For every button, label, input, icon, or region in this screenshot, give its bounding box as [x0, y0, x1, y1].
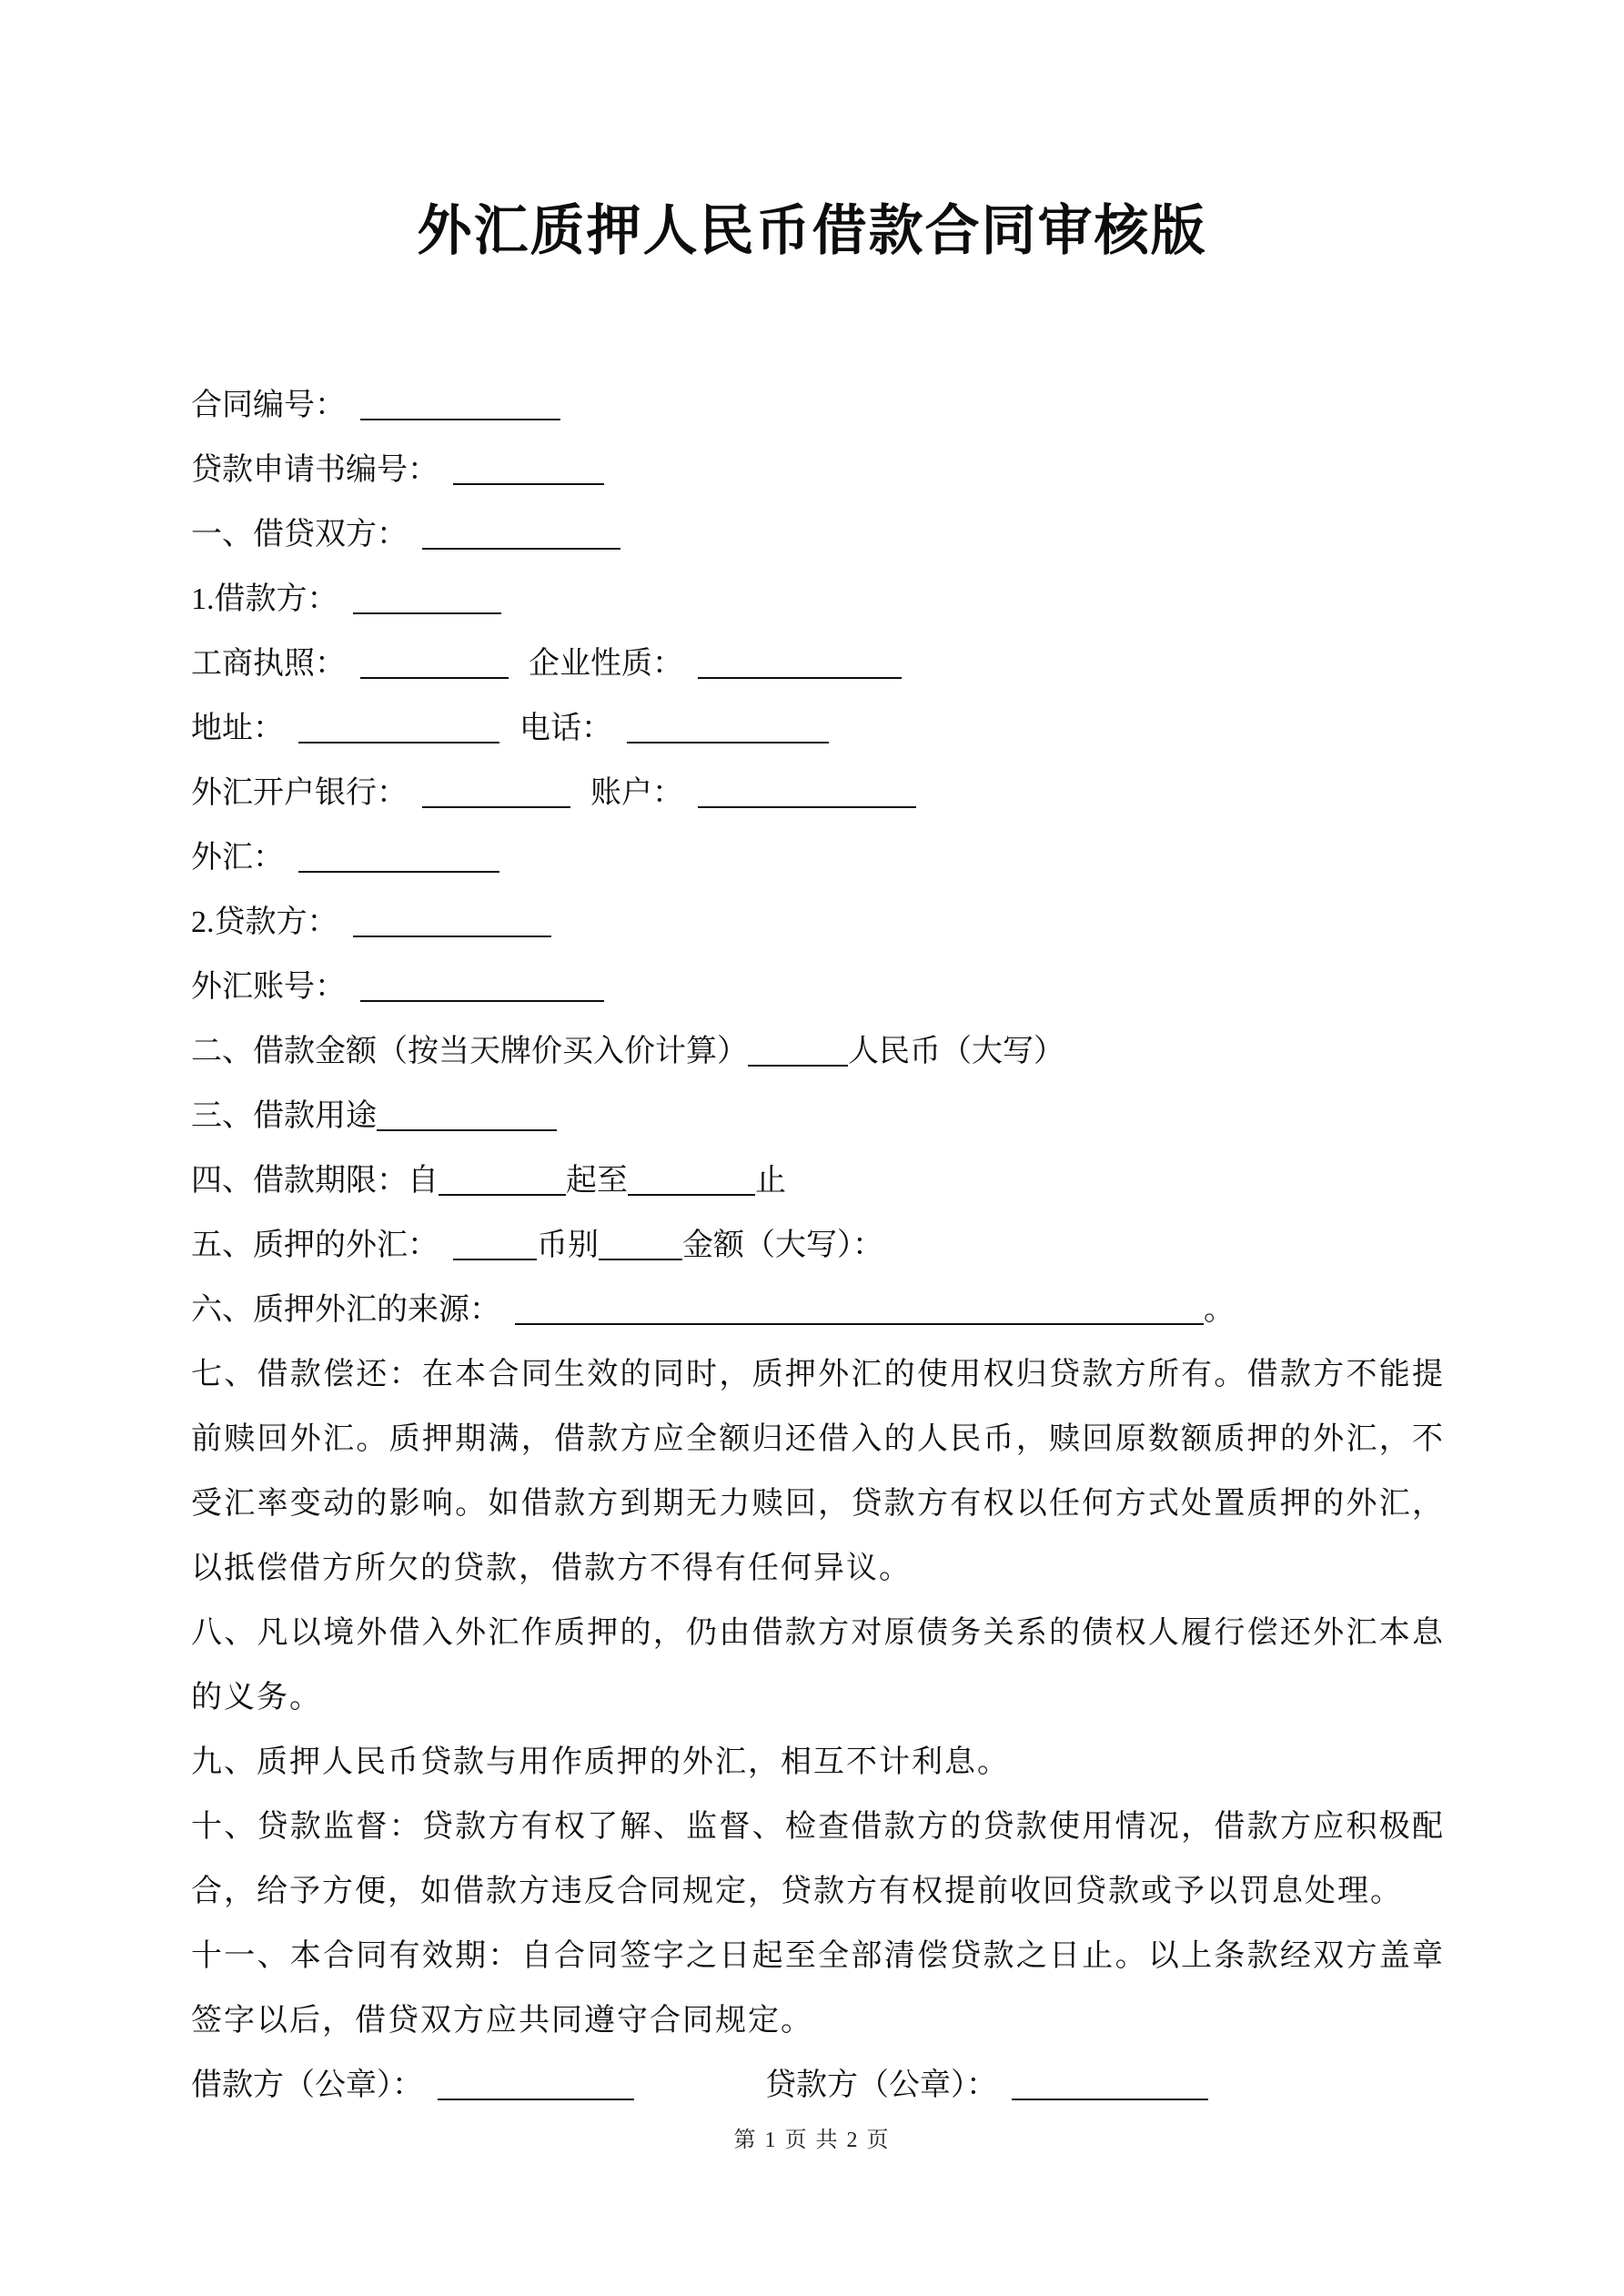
field-line-fx-source [191, 1278, 1445, 1342]
blank-fx-account [360, 991, 604, 1002]
borrower-seal-label: 借款方（公章）： [191, 2068, 423, 2102]
field-label-loan-purpose: 三、借款用途 [191, 1099, 377, 1133]
field-line-contract-no [191, 373, 1445, 438]
blank-fx-source [515, 1314, 1204, 1325]
field-label-lender: 2.贷款方： [191, 905, 338, 939]
field-line-fx-account [191, 955, 1445, 1019]
field-line-application-no [191, 438, 1445, 502]
field-label-fx-source: 六、质押外汇的来源： [191, 1293, 500, 1327]
field-line-loan-amount [191, 1019, 1445, 1084]
blank-contract-no [360, 410, 560, 420]
field-label-fx: 外汇： [191, 841, 284, 875]
clause-10-loan-supervision: 十、贷款监督：贷款方有权了解、监督、检查借款方的贷款使用情况，借款方应积极配合，给予方便，如借款方违反合同规定，贷款方有权提前收回贷款或予以罚息处理。 [191, 1810, 1445, 1908]
field-label-pledged-fx-post: 金额（大写）： [682, 1229, 883, 1262]
field-label-enterprise-type: 企业性质： [529, 647, 683, 681]
field-line-parties [191, 502, 1445, 567]
field-label-fx-bank: 外汇开户银行： [191, 776, 408, 810]
blank-term-start [439, 1185, 566, 1196]
lender-seal-label: 贷款方（公章）： [765, 2068, 997, 2102]
blank-fx-bank [422, 797, 570, 808]
field-label-borrower: 1.借款方： [191, 582, 338, 616]
blank-phone [627, 733, 829, 743]
field-label-fx-account: 外汇账号： [191, 970, 346, 1004]
clause-7-repayment: 七、借款偿还：在本合同生效的同时，质押外汇的使用权归贷款方所有。借款方不能提前赎回外汇。质押期满，借款方应全额归还借入的人民币，赎回原数额质押的外汇，不受汇率变动的影响。如借款方到期无力赎回，贷款方有权以任何方式处置质押的外汇，以抵偿借方所欠的贷款，借款方不得有任何异议。 [191, 1358, 1445, 1585]
blank-pledge-amount [599, 1249, 682, 1260]
field-label-contract-no: 合同编号： [191, 389, 346, 422]
field-label-account: 账户： [590, 776, 683, 810]
field-label-license: 工商执照： [191, 647, 346, 681]
document-title: 外汇质押人民币借款合同审核版 [417, 201, 1207, 261]
field-label-application-no: 贷款申请书编号： [191, 453, 439, 487]
blank-fx [298, 862, 499, 873]
field-label-pledged-fx-mid: 币别 [537, 1229, 599, 1262]
signature-line [191, 2053, 1445, 2118]
blank-license [360, 668, 509, 679]
field-label-loan-amount-pre: 二、借款金额（按当天牌价买入价计算） [191, 1035, 748, 1068]
field-label-loan-term-post: 止 [755, 1164, 786, 1198]
blank-application-no [453, 474, 604, 485]
field-label-loan-term-mid: 起至 [566, 1164, 628, 1198]
document-body [191, 373, 1445, 2118]
blank-enterprise-type [698, 668, 902, 679]
field-line-loan-term [191, 1148, 1445, 1213]
blank-term-end [628, 1185, 755, 1196]
blank-borrower-seal [438, 2089, 634, 2100]
field-label-fx-source-period: 。 [1204, 1293, 1235, 1327]
field-label-address: 地址： [191, 712, 284, 745]
blank-account [698, 797, 916, 808]
field-line-fx-bank [191, 761, 1445, 825]
blank-loan-amount [748, 1056, 848, 1067]
field-line-fx [191, 825, 1445, 890]
field-line-pledged-fx [191, 1213, 1445, 1278]
field-label-phone: 电话： [519, 712, 612, 745]
blank-lender-seal [1012, 2089, 1208, 2100]
field-line-lender [191, 890, 1445, 955]
clause-8-offshore-pledge: 八、凡以境外借入外汇作质押的，仍由借款方对原债务关系的债权人履行偿还外汇本息的义务。 [191, 1616, 1445, 1714]
blank-pledge-currency [453, 1249, 537, 1260]
page-number-footer: 第 1 页 共 2 页 [733, 2129, 891, 2152]
blank-borrower [353, 603, 501, 614]
field-line-license [191, 632, 1445, 696]
field-label-loan-term-pre: 四、借款期限：自 [191, 1164, 439, 1198]
clause-9-no-interest: 九、质押人民币贷款与用作质押的外汇，相互不计利息。 [191, 1745, 1010, 1779]
field-line-borrower [191, 567, 1445, 632]
clause-11-validity-period: 十一、本合同有效期：自合同签字之日起至全部清偿贷款之日止。以上条款经双方盖章签字以后，借贷双方应共同遵守合同规定。 [191, 1939, 1445, 2038]
blank-address [298, 733, 499, 743]
field-label-pledged-fx-pre: 五、质押的外汇： [191, 1229, 439, 1262]
blank-parties [422, 539, 620, 550]
field-label-parties: 一、借贷双方： [191, 518, 408, 551]
field-line-address [191, 696, 1445, 761]
field-label-loan-amount-post: 人民币（大写） [848, 1035, 1064, 1068]
blank-loan-purpose [377, 1120, 557, 1131]
field-line-loan-purpose [191, 1084, 1445, 1148]
blank-lender [353, 926, 551, 937]
